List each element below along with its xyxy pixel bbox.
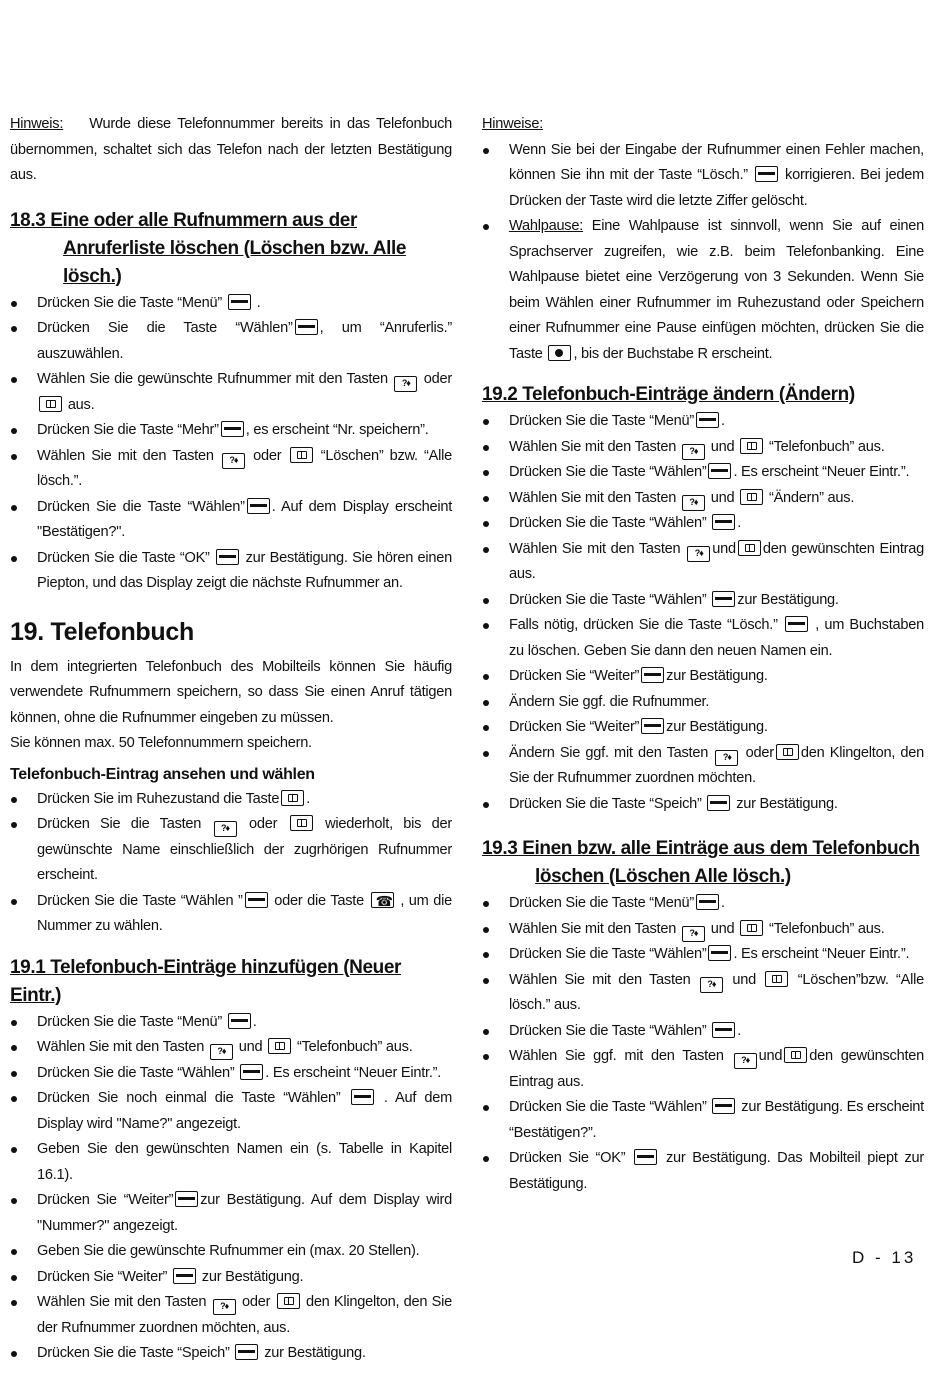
list-item [482,613,924,664]
up-key-icon [222,453,245,469]
softkey-icon [351,1089,374,1105]
softkey-icon [641,667,664,683]
hint-label: Hinweis: [10,116,64,132]
item-text: Drücken Sie “OK” [509,1150,626,1166]
phonebook-key-icon [290,447,313,463]
item-text: . Es erscheint “Neuer Eintr.”. [265,1064,442,1081]
item-text: Drücken Sie die Taste “Menü” [37,1013,222,1030]
softkey-icon [228,1013,251,1029]
item-text: Wählen Sie mit den Tasten [509,920,677,937]
item-text: oder die Taste [274,892,364,909]
item-text: und [710,920,735,937]
softkey-icon [175,1191,198,1207]
item-text: Eine Wahlpause ist sinnvoll, wenn Sie auf einen Sprachserver zugreifen, wie z.B. beim Telefonbanking. Eine Wahlpause bietet eine Verzögerung von 3 Sekunden. Wenn Sie beim Wählen einer Rufnummer im Ruhezustand oder Speichern einer Rufnummer eine Pause einfügen möchten, drücken Sie die Taste [509,218,924,362]
list-item [482,435,924,461]
item-text: oder [242,1294,271,1310]
softkey-icon [696,412,719,428]
list-item [482,511,924,537]
item-text: zur Bestätigung. [264,1345,366,1361]
page-number: D - 13 [852,1248,917,1267]
list-item [482,1019,924,1045]
phonebook-key-icon [277,1293,300,1309]
item-text: Drücken Sie “Weiter” [509,668,640,684]
section-18-3-title-line2: Anruferliste löschen (Löschen bzw. Alle lösch.) [63,237,406,287]
item-text: Drücken Sie die Taste “Wählen” [509,1022,707,1039]
item-text: Ändern Sie ggf. mit den Tasten [509,744,709,761]
item-text: Drücken Sie noch einmal die Taste “Wählen” [37,1090,341,1106]
list-item [482,664,924,690]
section-19-2-title: 19.2 Telefonbuch-Einträge ändern (Ändern) [482,384,855,405]
section-19-1-title: 19.1 Telefonbuch-Einträge hinzufügen (Neuer Eintr.) [10,956,401,1006]
item-text: , um Buchstaben zu löschen. Geben Sie dann den neuen Namen ein. [509,617,924,659]
softkey-icon [221,421,244,437]
softkey-icon [247,498,270,514]
item-text: “Telefonbuch” aus. [296,1039,413,1055]
up-key-icon [210,1044,233,1060]
up-key-icon [394,376,417,392]
softkey-icon [634,1149,657,1165]
item-text: Drücken Sie “Weiter” [37,1268,168,1285]
section-18-3-list [10,291,452,597]
hint-note [10,112,452,189]
item-text: Wählen Sie mit den Tasten [509,438,677,455]
softkey-icon [245,892,268,908]
list-item [10,1188,452,1239]
list-item [10,316,452,367]
item-text: “Telefonbuch” aus. [768,920,885,937]
list-item [482,588,924,614]
item-text: Drücken Sie die Taste “Wählen” [509,591,707,608]
softkey-icon [228,294,251,310]
item-text: und [710,438,735,455]
list-item [10,444,452,495]
list-item [482,214,924,367]
list-item [10,1239,452,1265]
list-item [482,741,924,792]
item-text: . [252,1013,257,1030]
softkey-icon [641,718,664,734]
list-item [482,1044,924,1095]
softkey-icon [240,1064,263,1080]
item-text: Drücken Sie die Tasten [37,816,202,832]
list-item [482,1095,924,1146]
item-text: Drücken Sie die Taste “OK” [37,549,210,566]
item-text: Drücken Sie “Weiter” [509,719,640,735]
item-text: . [256,294,261,311]
item-text: Wählen Sie mit den Tasten [509,971,691,988]
list-item [10,1010,452,1036]
phonebook-key-icon [738,540,761,556]
section-19-subtitle: Telefonbuch-Eintrag ansehen und wählen [10,765,315,783]
list-item [10,418,452,444]
item-text: und [238,1039,263,1055]
item-text: , bis der Buchstabe R erscheint. [573,345,773,362]
item-text: aus. [67,396,95,413]
list-item [10,1290,452,1341]
item-text: Wählen Sie ggf. mit den Tasten [509,1048,724,1064]
section-19-intro: In dem integrierten Telefonbuch des Mobilteils können Sie häufig verwendete Rufnummern speichern, so dass Sie einen Anruf tätigen können, ohne die Rufnummer eingeben zu müssen. [10,658,452,726]
list-item [10,889,452,940]
item-text: und [732,971,756,988]
item-text: Wählen Sie mit den Tasten [37,1039,205,1055]
list-item [10,1061,452,1087]
list-item [482,138,924,215]
softkey-icon [712,591,735,607]
phonebook-key-icon [740,438,763,454]
item-text: Drücken Sie im Ruhezustand die Taste [37,790,280,807]
section-19-1-list [10,1010,452,1367]
item-text: . [737,1022,742,1039]
item-text: , um “Anruferlis.” auszuwählen. [37,320,452,362]
call-key-icon [371,892,394,908]
item-text: den Klingelton, den Sie der Rufnummer zuordnen möchten, aus. [37,1294,452,1336]
list-item [10,1341,452,1367]
item-text: “Ändern” aus. [768,489,855,506]
item-text: den Klingelton, den Sie der Rufnummer zuordnen möchten. [509,744,924,786]
item-text: Drücken Sie die Taste “Wählen ” [37,892,243,909]
softkey-icon [755,166,778,182]
list-item [482,460,924,486]
up-key-icon [214,821,237,837]
phonebook-key-icon [776,744,799,760]
item-text: Drücken Sie die Taste “Menü” [509,413,694,429]
item-text: Ändern Sie ggf. die Rufnummer. [509,693,710,710]
list-item [482,968,924,1019]
item-text: . [737,515,742,531]
softkey-icon [295,319,318,335]
item-text: Drücken Sie “Weiter” [37,1192,174,1208]
item-text: oder [253,447,282,464]
item-text: den gewünschten Eintrag aus. [509,1048,924,1090]
list-item [482,690,924,716]
pause-label: Wahlpause: [509,218,584,234]
softkey-icon [708,463,731,479]
item-text: . [306,790,311,807]
softkey-icon [708,945,731,961]
softkey-icon [707,795,730,811]
item-text: oder [423,371,453,387]
item-text: Wenn Sie bei der Eingabe der Rufnummer einen Fehler machen, können Sie ihn mit der Taste “Lösch.” [509,141,924,183]
item-text: Geben Sie die gewünschte Rufnummer ein (max. 20 Stellen). [37,1243,420,1259]
item-text: zur Bestätigung. [736,795,838,812]
item-text: Wählen Sie mit den Tasten [37,1294,207,1310]
item-text: Drücken Sie die Taste “Wählen” [509,515,707,531]
item-text: zur Bestätigung. Sie hören einen Piepton, und das Display zeigt die nächste Rufnummer an. [37,549,452,591]
softkey-icon [173,1268,196,1284]
item-text: zur Bestätigung. [666,668,768,684]
left-column [10,112,452,1367]
item-text: zur Bestätigung. Auf dem Display wird "Nummer?" angezeigt. [37,1192,452,1234]
hints-list [482,138,924,368]
item-text: Drücken Sie die Taste “Wählen” [37,1064,235,1081]
r-key-icon [548,345,571,361]
item-text: den gewünschten Eintrag aus. [509,540,924,582]
softkey-icon [712,514,735,530]
list-item [10,1086,452,1137]
up-key-icon [682,926,705,942]
section-18-3-title [10,207,452,291]
hint-text: Wurde diese Telefonnummer bereits in das Telefonbuch übernommen, schaltet sich das Telefon nach der letzten Bestätigung aus. [10,116,453,183]
up-key-icon [682,495,705,511]
up-key-icon [700,977,723,993]
list-item [10,1035,452,1061]
softkey-icon [785,616,808,632]
phonebook-key-icon [268,1038,291,1054]
softkey-icon [712,1022,735,1038]
item-text: . Auf dem Display erscheint "Bestätigen?". [37,498,452,540]
section-18-3-title-line1: 18.3 Eine oder alle Rufnummern aus der [10,209,357,231]
phonebook-key-icon [281,790,304,806]
list-item [10,495,452,546]
item-text: . Es erscheint “Neuer Eintr.”. [733,464,910,480]
item-text: oder [249,816,278,832]
item-text: Geben Sie den gewünschten Namen ein (s. Tabelle in Kapitel 16.1). [37,1141,452,1183]
section-19-3-title-line2: löschen (Löschen Alle lösch.) [535,866,791,887]
list-item [482,792,924,818]
item-text: korrigieren. Bei jedem Drücken der Taste wird die letzte Ziffer gelöscht. [509,167,924,209]
section-19-3-title [482,835,924,891]
up-key-icon [682,444,705,460]
up-key-icon [734,1053,757,1069]
list-item [10,787,452,813]
phonebook-key-icon [290,815,313,831]
list-item [482,715,924,741]
item-text: zur Bestätigung. [201,1268,304,1285]
list-item [482,486,924,512]
phonebook-key-icon [740,489,763,505]
softkey-icon [216,549,239,565]
item-text: . Es erscheint “Neuer Eintr.”. [733,946,910,962]
section-19-title: 19. Telefonbuch [10,617,194,646]
item-text: zur Bestätigung. [737,591,839,608]
item-text: Drücken Sie die Taste “Wählen” [509,946,707,962]
list-item [482,537,924,588]
item-text: Drücken Sie die Taste “Wählen” [509,464,707,480]
softkey-icon [712,1098,735,1114]
item-text: zur Bestätigung. Es erscheint “Bestätigen?”. [509,1099,924,1141]
section-19-3-title-line1: 19.3 Einen bzw. alle Einträge aus dem Telefonbuch [482,838,920,859]
item-text: “Löschen”bzw. “Alle lösch.” aus. [509,971,924,1013]
phonebook-key-icon [765,971,788,987]
up-key-icon [213,1299,236,1315]
item-text: Falls nötig, drücken Sie die Taste “Lösch.” [509,617,778,633]
section-19-3-list [482,891,924,1197]
item-text: , um die Nummer zu wählen. [37,892,452,934]
phonebook-key-icon [39,396,62,412]
up-key-icon [687,546,710,562]
list-item [10,291,452,317]
list-item [482,942,924,968]
list-item [10,367,452,418]
right-column [482,112,924,1197]
item-text: oder [745,744,774,761]
softkey-icon [235,1344,258,1360]
up-key-icon [715,750,738,766]
item-text: und [758,1048,783,1064]
list-item [10,1137,452,1188]
item-text: Drücken Sie die Taste “Menü” [37,294,222,311]
item-text: wiederholt, bis der gewünschte Name einschließlich der zugrhörigen Rufnummer erscheint. [37,816,452,883]
softkey-icon [696,894,719,910]
hints-label: Hinweise: [482,116,544,132]
item-text: . [720,895,725,911]
item-text: zur Bestätigung. [666,719,768,735]
item-text: Drücken Sie die Taste “Wählen” [37,320,293,336]
item-text: Drücken Sie die Taste “Speich” [509,795,702,812]
item-text: Wählen Sie die gewünschte Rufnummer mit den Tasten [37,371,388,387]
list-item [482,891,924,917]
item-text: Drücken Sie die Taste “Mehr” [37,422,219,438]
item-text: Drücken Sie die Taste “Wählen” [509,1099,707,1115]
item-text: und [710,489,735,506]
item-text: . Auf dem Display wird "Name?" angezeigt. [37,1090,452,1132]
item-text: . [720,413,725,429]
list-item [482,917,924,943]
list-item [482,409,924,435]
item-text: “Löschen” bzw. “Alle lösch.”. [37,447,453,489]
list-item [10,1265,452,1291]
item-text: zur Bestätigung. Das Mobilteil piept zur Bestätigung. [509,1150,924,1192]
list-item [10,546,452,597]
section-19-list [10,787,452,940]
list-item [482,1146,924,1197]
item-text: Wählen Sie mit den Tasten [37,447,214,464]
phonebook-key-icon [740,920,763,936]
list-item [10,812,452,889]
item-text: und [712,540,736,557]
item-text: , es erscheint “Nr. speichern”. [245,422,429,438]
item-text: “Telefonbuch” aus. [768,438,885,455]
item-text: Wählen Sie mit den Tasten [509,540,681,557]
item-text: Drücken Sie die Taste “Speich” [37,1345,230,1361]
section-19-capacity: Sie können max. 50 Telefonnummern speichern. [10,735,312,751]
item-text: Drücken Sie die Taste “Wählen” [37,498,245,515]
item-text: Drücken Sie die Taste “Menü” [509,895,694,911]
section-19-2-list [482,409,924,817]
item-text: Wählen Sie mit den Tasten [509,489,677,506]
phonebook-key-icon [784,1047,807,1063]
